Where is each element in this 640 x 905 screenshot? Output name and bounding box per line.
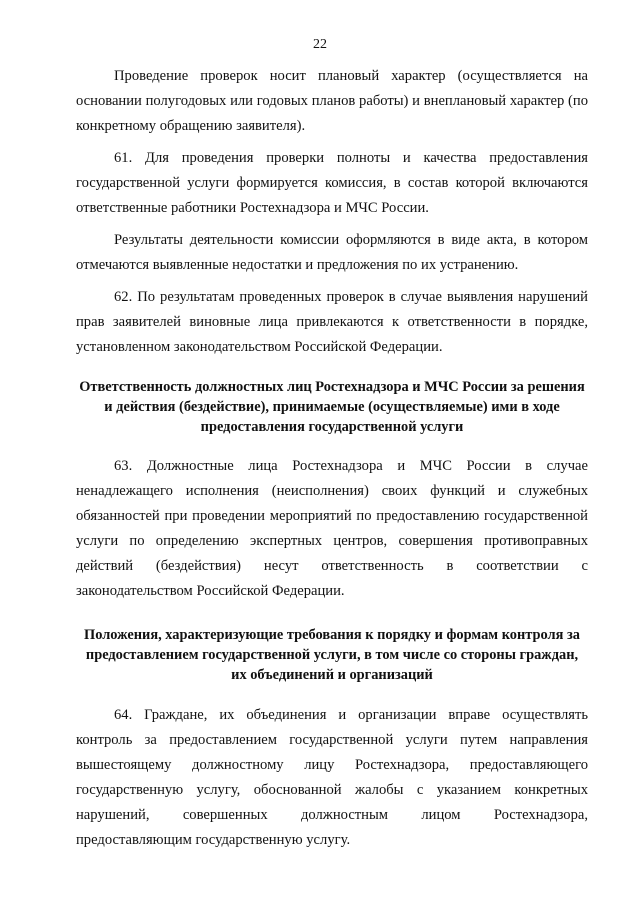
paragraph-63: 63. Должностные лица Ростехнадзора и МЧС России в случае ненадлежащего исполнения (неисполнения) своих функций и служебных обязанностей при проведении мероприятий по предоставлению государственной услуги по определению экспертных центров, совершения противоправных действий (бездействия) несут ответственность в соответствии с законодательством Российской Федерации. — [76, 458, 588, 599]
paragraph-61: 61. Для проведения проверки полноты и качества предоставления государственной услуги формируется комиссия, в состав которой включаются ответственные работники Ростехнадзора и МЧС России. — [76, 150, 588, 216]
section-heading-control-requirements: Положения, характеризующие требования к порядку и формам контроля за предоставлением государственной услуги, в том числе со стороны граждан, их объединений и организаций — [84, 627, 580, 683]
paragraph-64: 64. Граждане, их объединения и организации вправе осуществлять контроль за предоставлением государственной услуги путем направления вышестоящему должностному лицу Ростехнадзора, предоставляющего государственную услугу, обоснованной жалобы с указанием конкретных нарушений, совершенных должностным лицом Ростехнадзора, предоставляющим государственную услугу. — [76, 707, 588, 848]
paragraph-inspections-type: Проведение проверок носит плановый характер (осуществляется на основании полугодовых или годовых планов работы) и внеплановый характер (по конкретному обращению заявителя). — [76, 68, 588, 134]
section-heading-responsibility: Ответственность должностных лиц Ростехнадзора и МЧС России за решения и действия (бездействие), принимаемые (осуществляемые) ими в ходе предоставления государственной услуги — [79, 379, 585, 435]
paragraph-commission-results: Результаты деятельности комиссии оформляются в виде акта, в котором отмечаются выявленные недостатки и предложения по их устранению. — [76, 232, 588, 273]
paragraph-62: 62. По результатам проведенных проверок в случае выявления нарушений прав заявителей виновные лица привлекаются к ответственности в порядке, установленном законодательством Российской Федерации. — [76, 289, 588, 355]
page-number: 22 — [313, 37, 327, 52]
document-body — [76, 64, 588, 853]
